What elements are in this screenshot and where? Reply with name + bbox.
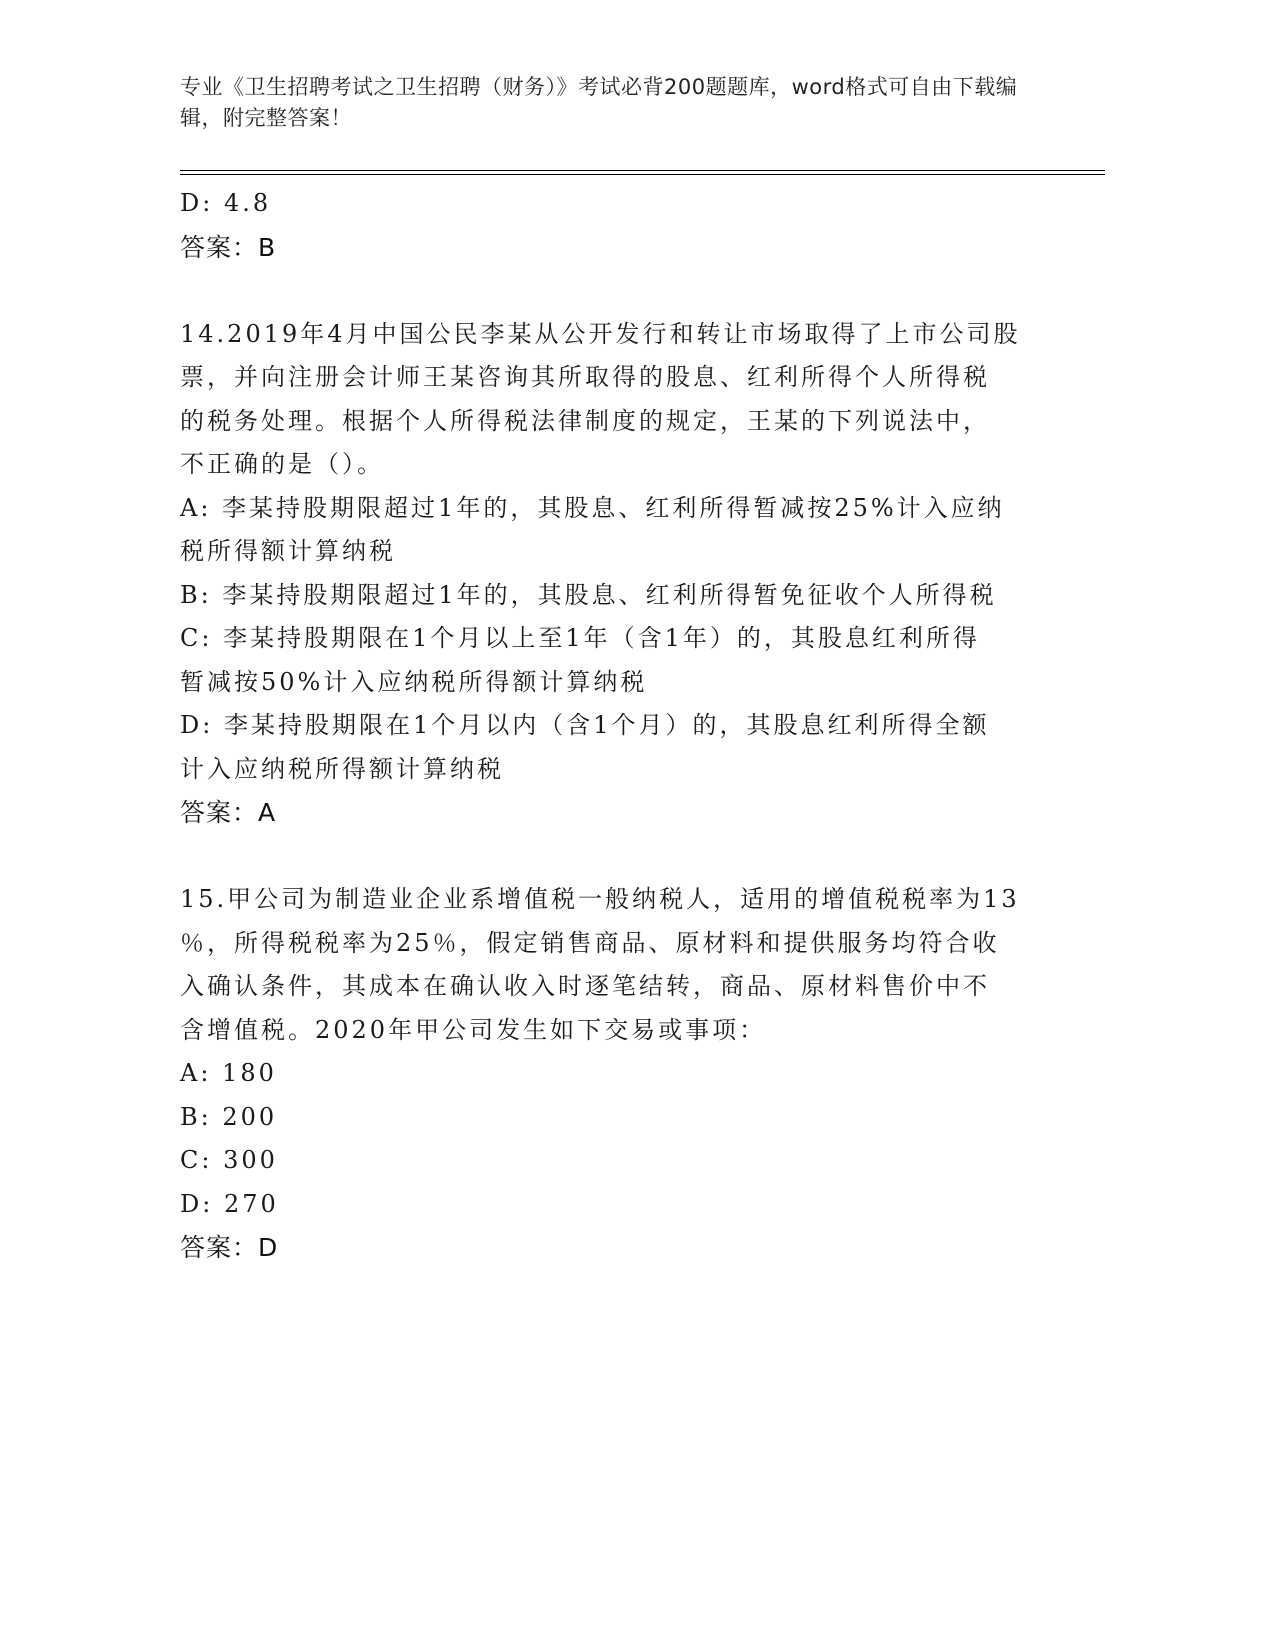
option-line: D: 李某持股期限在1个月以内（含1个月）的，其股息红利所得全额 (180, 711, 990, 739)
option-line: B: 200 (180, 1102, 278, 1131)
option-line: 税所得额计算纳税 (180, 537, 396, 565)
question-stem-line: 入确认条件，其成本在确认收入时逐笔结转，商品、原材料售价中不 (180, 972, 990, 1000)
spacer (180, 269, 1045, 313)
question-15 (180, 878, 1045, 1270)
question-stem-line: 15.甲公司为制造业企业系增值税一般纳税人，适用的增值税税率为13 (180, 885, 1020, 913)
spacer (180, 835, 1045, 879)
option-line: C: 300 (180, 1146, 278, 1174)
option-line: B: 李某持股期限超过1年的，其股息、红利所得暂免征收个人所得税 (180, 580, 997, 609)
option-line: A: 180 (180, 1059, 277, 1087)
document-header: 专业《卫生招聘考试之卫生招聘（财务）》考试必背200题题库，word格式可自由下载编辑，附完整答案！ (180, 75, 1018, 130)
option-line: 计入应纳税所得额计算纳税 (180, 754, 504, 783)
previous-option-d: D: 4.8 (180, 189, 272, 217)
answer-line: 答案：D (180, 1233, 279, 1262)
option-line: A: 李某持股期限超过1年的，其股息、红利所得暂减按25%计入应纳 (180, 493, 1005, 522)
question-14 (180, 313, 1045, 835)
option-line: 暂减按50%计入应纳税所得额计算纳税 (180, 667, 648, 696)
question-stem-line: 14.2019年4月中国公民李某从公开发行和转让市场取得了上市公司股 (180, 319, 1021, 348)
option-line: D: 270 (180, 1189, 279, 1218)
header-divider-bottom (180, 174, 1105, 175)
header-divider-top (180, 170, 1105, 171)
question-stem-line: 含增值税。2020年甲公司发生如下交易或事项： (180, 1015, 767, 1044)
question-stem-line: 票，并向注册会计师王某咨询其所取得的股息、红利所得个人所得税 (180, 363, 990, 391)
question-stem-line: 不正确的是（）。 (180, 450, 384, 478)
document-body (180, 182, 1045, 1270)
answer-line: 答案：A (180, 798, 277, 827)
previous-answer: 答案：B (180, 232, 277, 262)
question-stem-line: ％，所得税税率为25％，假定销售商品、原材料和提供服务均符合收 (180, 928, 1000, 957)
question-stem-line: 的税务处理。根据个人所得税法律制度的规定，王某的下列说法中， (180, 406, 990, 435)
option-line: C: 李某持股期限在1个月以上至1年（含1年）的，其股息红利所得 (180, 624, 980, 652)
